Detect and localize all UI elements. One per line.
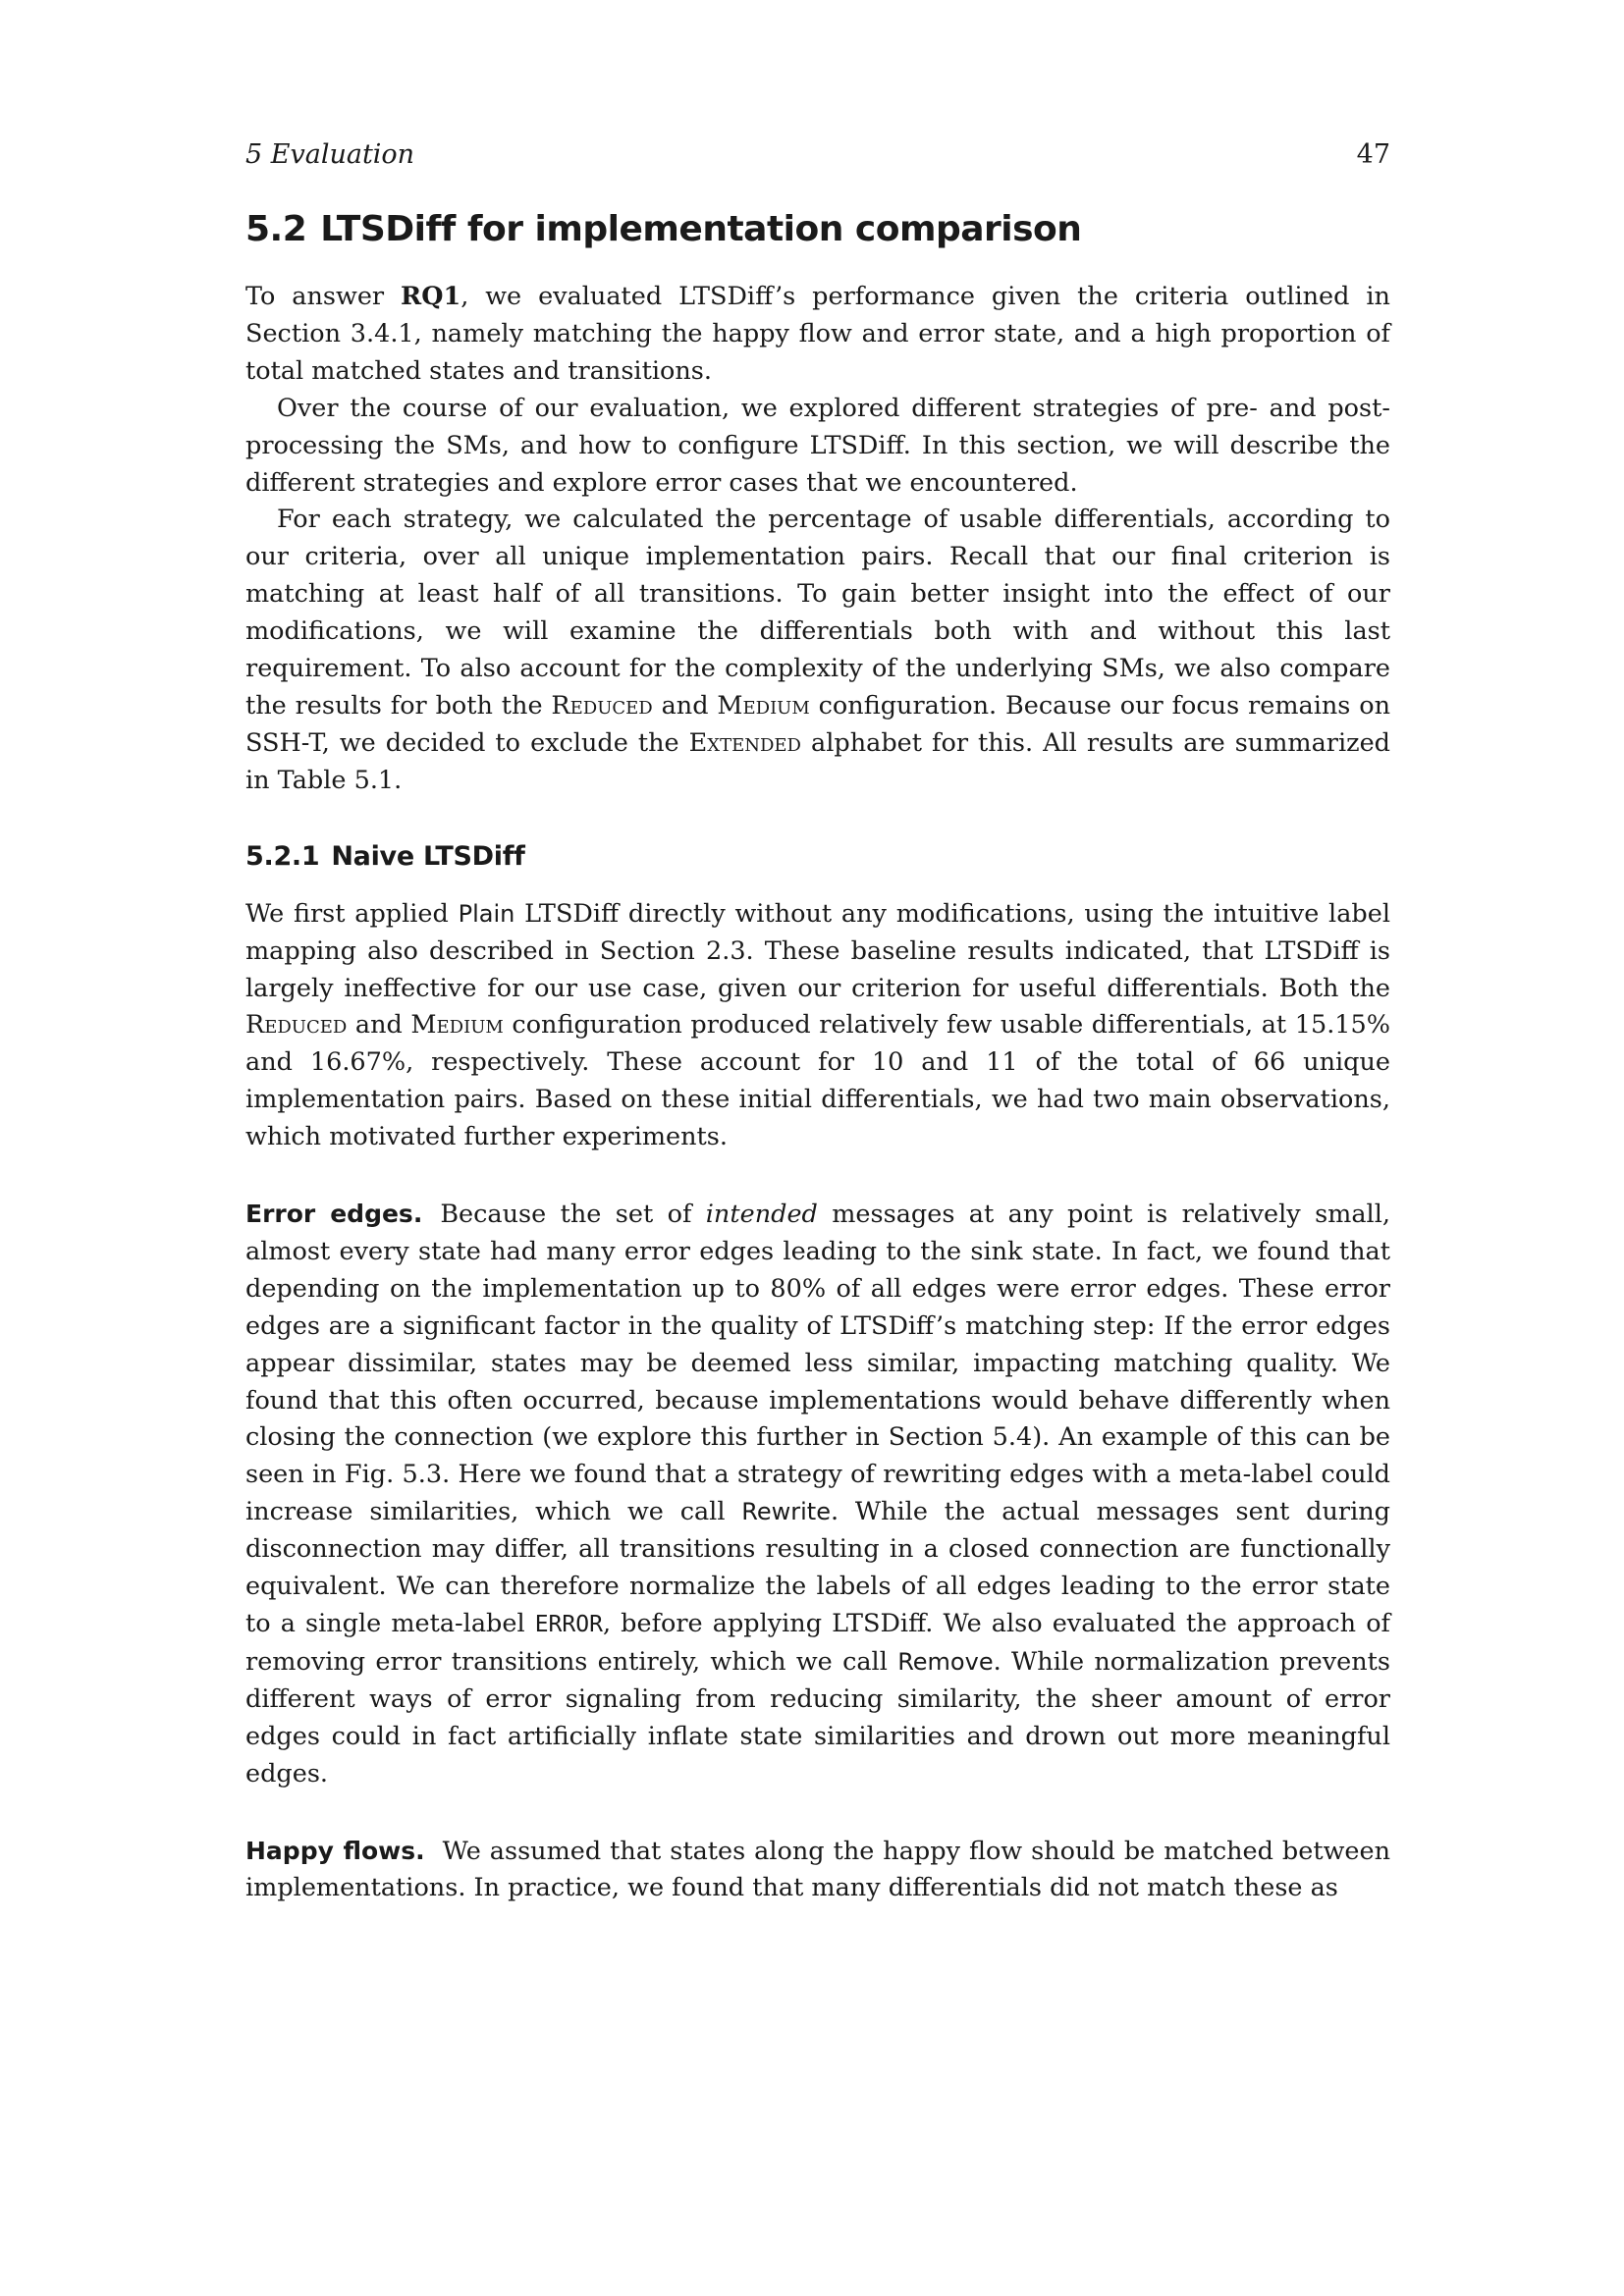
subsection-heading <box>245 839 1390 875</box>
config-reduced: Reduced <box>245 1010 348 1041</box>
strategy-remove: Remove <box>897 1647 994 1676</box>
text-run: . While normalization prevents different ways of error signaling from reducing similarity, the sheer amount of error edges could in fact artificially inflate state similarities and drown out more meaningful edges. <box>245 1646 1390 1789</box>
strategy-plain: Plain <box>458 899 515 928</box>
config-medium: Medium <box>410 1010 504 1041</box>
text-run: alphabet for this. All results are summarized in Table 5.1. <box>245 727 1390 795</box>
subsection-title: Naive LTSDiff <box>331 840 525 872</box>
intro-paragraph-2: Over the course of our evaluation, we explored different strategies of pre- and post-processing the SMs, and how to configure LTSDiff. In this section, we will describe the different strategies and explore error cases that we encountered. <box>245 393 1390 498</box>
running-header <box>245 135 1390 175</box>
text-run: LTSDiff directly without any modifications, using the intuitive label mapping also described in Section 2.3. These baseline results indicated, that LTSDiff is largely ineffective for our use case, given our criterion for useful differentials. Both the <box>245 898 1390 1003</box>
strategy-rewrite: Rewrite <box>741 1498 831 1526</box>
happy-flows-heading: Happy flows. <box>245 1836 425 1865</box>
config-extended: Extended <box>688 727 801 758</box>
happy-flows-paragraph <box>245 1833 1390 1908</box>
error-meta-label: ERROR <box>534 1612 603 1637</box>
text-run: and <box>652 690 718 721</box>
chapter-title: 5 Evaluation <box>245 139 415 170</box>
text-run: We first applied <box>245 898 459 929</box>
naive-paragraph <box>245 896 1390 1156</box>
config-medium: Medium <box>717 690 810 721</box>
text-run: configuration produced relatively few usable differentials, at 15.15% and 16.67%, respectively. These account for 10 and 11 of the total of 66 unique implementation pairs. Based on these initial differentials, we had two main observations, which motivated further experiments. <box>245 1010 1390 1152</box>
subsection-number: 5.2.1 <box>245 840 320 872</box>
page <box>245 135 1390 1907</box>
text-run: , before applying LTSDiff. We also evaluated the approach of removing error transitions entirely, which we call <box>245 1609 1390 1677</box>
text-run: , we evaluated LTSDiff’s performance given the criteria outlined in Section 3.4.1, namely matching the happy flow and error state, and a high proportion of total matched states and transitions. <box>245 282 1390 386</box>
rq1-label: RQ1 <box>401 282 461 311</box>
config-reduced: Reduced <box>551 690 653 721</box>
section-number: 5.2 <box>245 209 307 249</box>
intro-paragraph-1 <box>245 279 1390 391</box>
text-run: Because the set of <box>440 1200 706 1230</box>
text-run: For each strategy, we calculated the percentage of usable differentials, according to our criteria, over all unique implementation pairs. Recall that our final criterion is matching at least half of all transitions. To gain better insight into the effect of our modifications, we will examine the differentials both with and without this last requirement. To also account for the complexity of the underlying SMs, we also compare the results for both the <box>245 505 1390 721</box>
intro-paragraph-3 <box>245 502 1390 799</box>
error-edges-paragraph <box>245 1196 1390 1793</box>
text-run: To answer <box>245 282 402 311</box>
text-run: messages at any point is relatively small, almost every state had many error edges leading to the sink state. In fact, we found that depending on the implementation up to 80% of all edges were error edges. These error edges are a significant factor in the quality of LTSDiff’s matching step: If the error edges appear dissimilar, states may be deemed less similar, impacting matching quality. We found that this often occurred, because implementations would behave differently when closing the connection (we explore this further in Section 5.4). An example of this can be seen in Fig. 5.3. Here we found that a strategy of rewriting edges with a meta-label could increase similarities, which we call <box>245 1200 1390 1527</box>
text-run: and <box>347 1010 411 1041</box>
section-heading <box>245 208 1390 251</box>
text-run: We assumed that states along the happy flow should be matched between implementations. In practice, we found that many differentials did not match these as <box>245 1836 1390 1903</box>
error-edges-heading: Error edges. <box>245 1200 423 1229</box>
page-number: 47 <box>1356 139 1390 170</box>
emphasis-intended: intended <box>705 1200 818 1230</box>
section-title: LTSDiff for implementation comparison <box>320 209 1082 249</box>
text-run: . While the actual messages sent during disconnection may differ, all transitions resulting in a closed connection are functionally equivalent. We can therefore normalize the labels of all edges leading to the error state to a single meta-label <box>245 1497 1390 1638</box>
text-run: configuration. Because our focus remains on SSH-T, we decided to exclude the <box>245 690 1390 758</box>
